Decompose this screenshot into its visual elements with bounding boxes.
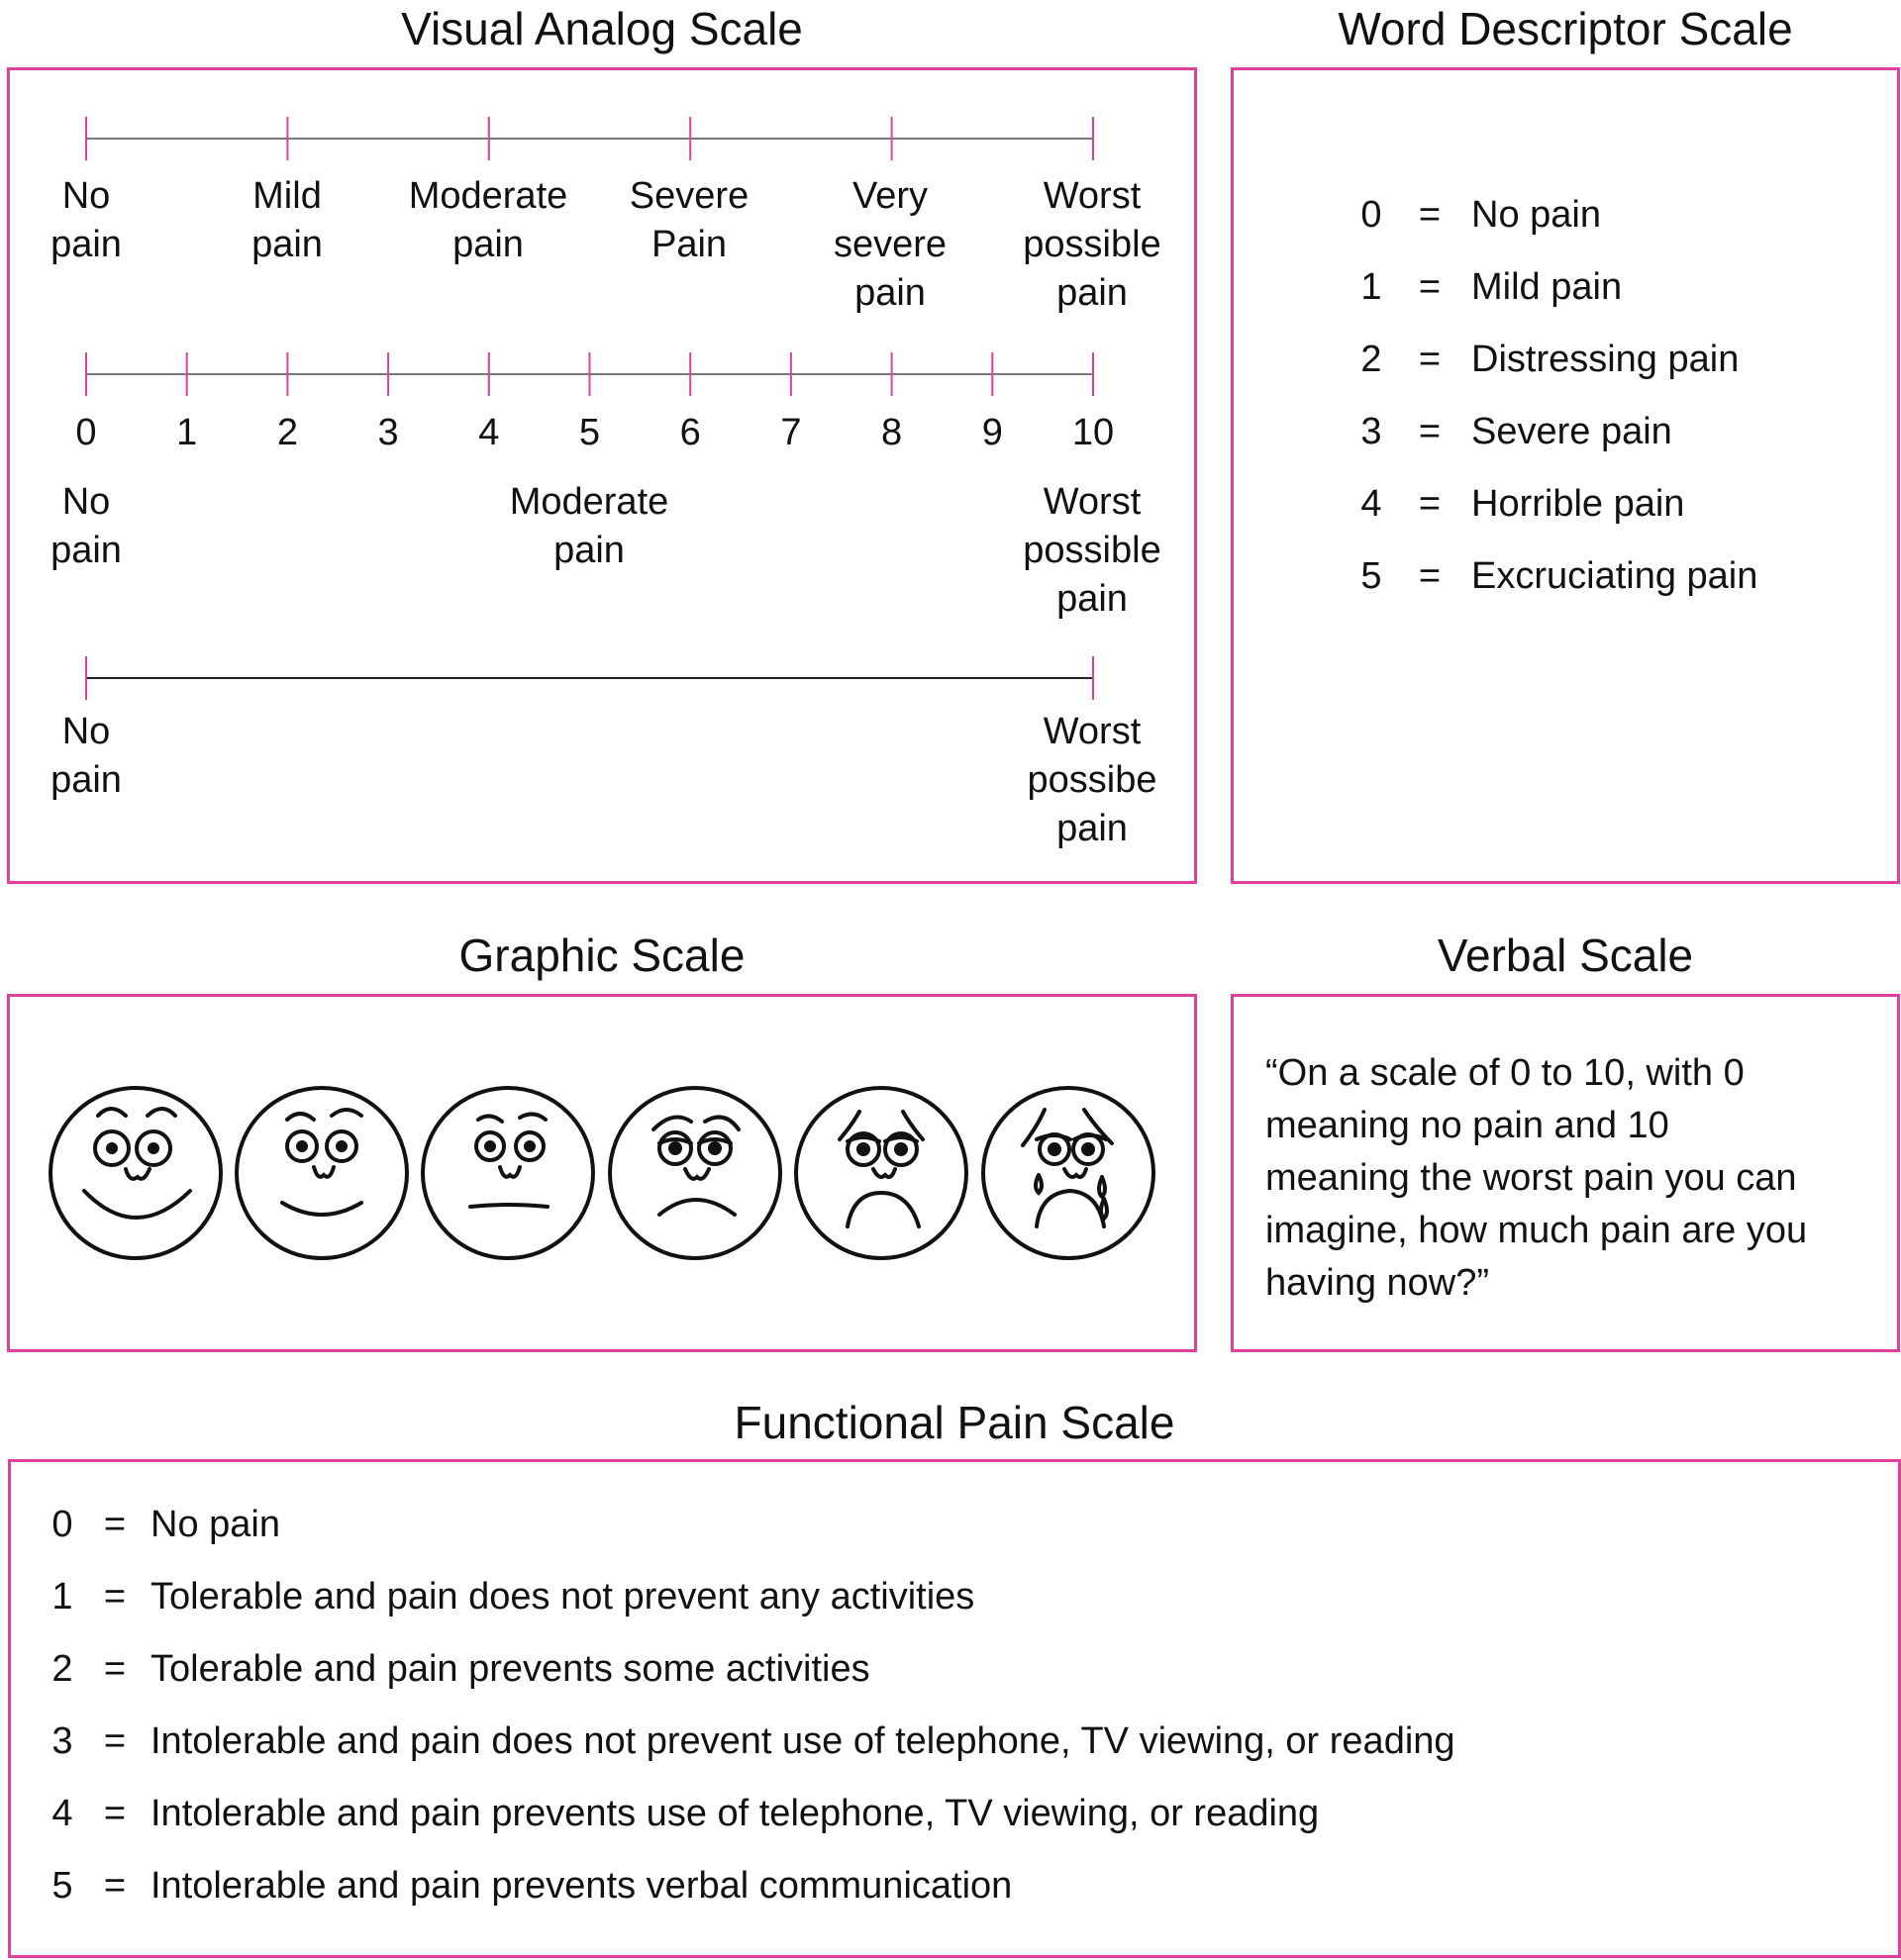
equals-sign: = [103, 1504, 127, 1545]
scale-description: Tolerable and pain does not prevent any activities [150, 1576, 975, 1617]
numeric-tick-label: 6 [679, 412, 701, 453]
crying-face-icon [983, 1088, 1153, 1258]
scale-value: 1 [51, 1576, 73, 1617]
vas-label-no-pain: No pain [50, 175, 122, 265]
equals-sign: = [1418, 266, 1442, 308]
equals-sign: = [103, 1793, 127, 1834]
numeric-tick-label: 4 [478, 412, 500, 453]
functional-row [46, 1648, 870, 1691]
functional-scale-title: Functional Pain Scale [734, 1397, 1175, 1448]
numeric-anchor-moderate-pain: Moderate pain [509, 481, 669, 571]
functional-row [46, 1793, 1319, 1835]
scale-description: Intolerable and pain prevents verbal communication [150, 1865, 1013, 1907]
equals-sign: = [103, 1720, 127, 1762]
numeric-tick-label: 3 [377, 412, 399, 453]
numeric-tick-label: 0 [75, 412, 97, 453]
vas-label-worst-possible-pain: Worst possible pain [1023, 175, 1161, 314]
scale-description: Distressing pain [1471, 339, 1740, 380]
equals-sign: = [1418, 555, 1442, 597]
scale-description: Intolerable and pain does not prevent use of telephone, TV viewing, or reading [150, 1720, 1455, 1762]
numeric-tick-label: 10 [1071, 412, 1115, 453]
numeric-tick-label: 7 [780, 412, 802, 453]
visual-analog-title: Visual Analog Scale [401, 3, 803, 54]
plain-anchor-no-pain: No pain [50, 711, 122, 801]
scale-description: Severe pain [1471, 411, 1672, 452]
scale-description: Intolerable and pain prevents use of telephone, TV viewing, or reading [150, 1793, 1320, 1834]
functional-row [46, 1576, 974, 1618]
scale-description: Mild pain [1471, 266, 1623, 308]
functional-row [46, 1865, 1012, 1908]
scale-value: 4 [1360, 483, 1382, 525]
word-descriptor-title: Word Descriptor Scale [1338, 3, 1793, 54]
graphic-scale-title: Graphic Scale [458, 930, 746, 981]
numeric-tick-label: 5 [578, 412, 601, 453]
sad-face-icon [610, 1088, 780, 1258]
scale-description: Tolerable and pain prevents some activities [150, 1648, 870, 1690]
plain-anchor-worst-pain: Worst possibe pain [1027, 711, 1157, 849]
equals-sign: = [103, 1576, 127, 1617]
scale-value: 1 [1360, 266, 1382, 308]
scale-value: 2 [51, 1648, 73, 1690]
numeric-tick-label: 1 [176, 412, 198, 453]
scale-description: No pain [1471, 194, 1601, 236]
equals-sign: = [103, 1648, 127, 1690]
functional-row [46, 1720, 1455, 1763]
scale-description: Excruciating pain [1471, 555, 1758, 597]
equals-sign: = [1418, 483, 1442, 525]
scale-value: 2 [1360, 339, 1382, 380]
vas-label-moderate-pain: Moderate pain [408, 175, 568, 265]
smiling-face-icon [237, 1088, 407, 1258]
scale-value: 5 [51, 1865, 73, 1907]
functional-row [46, 1504, 280, 1546]
equals-sign: = [103, 1865, 127, 1907]
numeric-anchor-no-pain: No pain [50, 481, 122, 571]
very-sad-face-icon [796, 1088, 966, 1258]
scale-value: 4 [51, 1793, 73, 1834]
scale-value: 5 [1360, 555, 1382, 597]
numeric-anchor-worst-pain: Worst possible pain [1023, 481, 1161, 620]
scale-description: Horrible pain [1471, 483, 1685, 525]
scale-value: 3 [51, 1720, 73, 1762]
happy-face-icon [50, 1088, 221, 1258]
equals-sign: = [1418, 194, 1442, 236]
numeric-tick-label: 2 [276, 412, 298, 453]
vas-label-mild-pain: Mild pain [251, 175, 323, 265]
scale-value: 0 [51, 1504, 73, 1545]
scale-value: 3 [1360, 411, 1382, 452]
numeric-tick-label: 8 [881, 412, 903, 453]
verbal-scale-title: Verbal Scale [1437, 930, 1694, 981]
equals-sign: = [1418, 339, 1442, 380]
neutral-face-icon [423, 1088, 593, 1258]
vas-label-very-severe-pain: Very severe pain [833, 175, 948, 314]
numeric-tick-label: 9 [981, 412, 1003, 453]
equals-sign: = [1418, 411, 1442, 452]
scale-value: 0 [1360, 194, 1382, 236]
verbal-scale-question: “On a scale of 0 to 10, with 0 meaning no pain and 10 meaning the worst pain you can imagine, how much pain are you having now?” [1265, 1052, 1808, 1304]
scale-description: No pain [150, 1504, 280, 1545]
vas-label-severe-pain: Severe Pain [629, 175, 750, 265]
